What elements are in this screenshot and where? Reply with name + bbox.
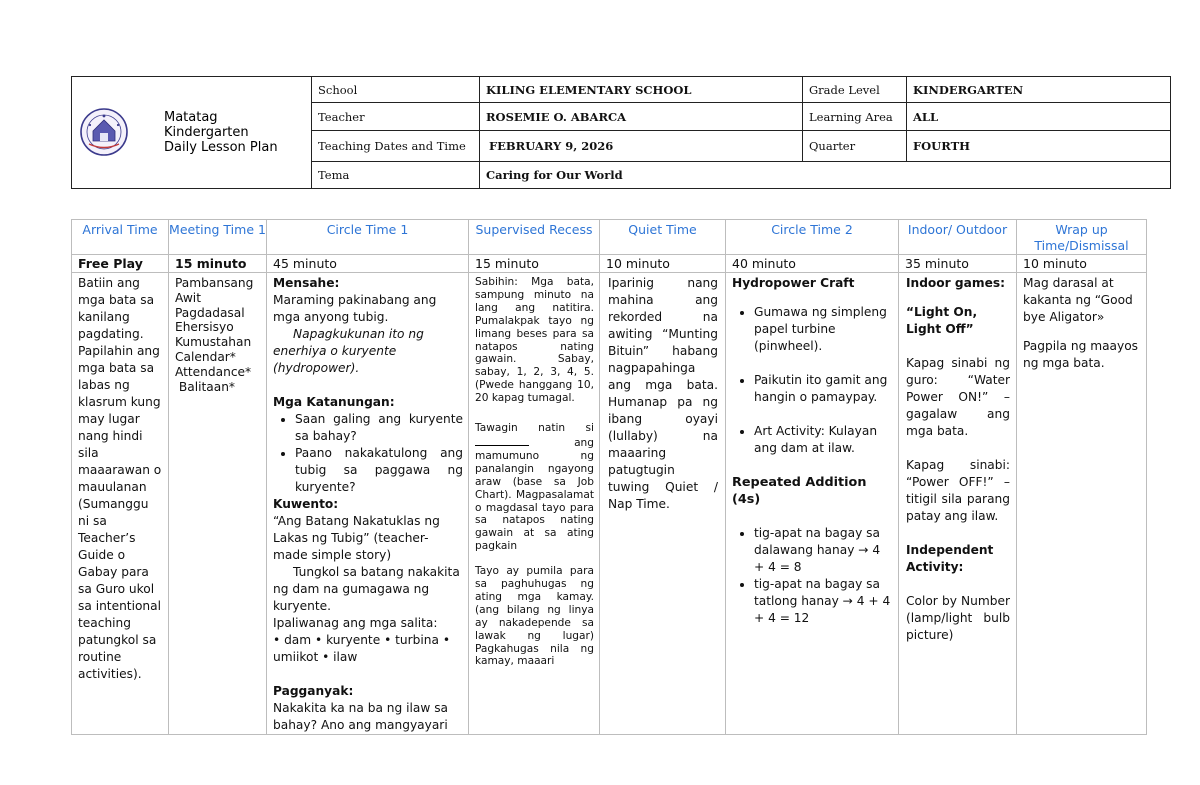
column-header: Circle Time 1 [267, 220, 468, 255]
column-circle-time-1 [266, 220, 468, 734]
paragraph: Batiin ang mga bata sa kanilang pagdating. Papilahin ang mga bata sa labas ng klasrum kung may lugar nang hindi sila maaarawan o mauulanan (Sumanggu ni sa Teacher’s Guide o Gabay para sa Guro ukol sa intentional teaching patungkol sa routine activities). [78, 276, 162, 681]
grade-level-label: Grade Level [802, 77, 906, 102]
column-indoor-outdoor [898, 220, 1016, 734]
spacer [475, 405, 594, 422]
column-body [899, 273, 1016, 733]
list-item: Calendar* [175, 349, 236, 364]
header-table [71, 76, 1171, 189]
grade-level-value: KINDERGARTEN [906, 77, 1170, 102]
section-heading: Repeated Addition (4s) [732, 475, 867, 507]
paragraph: • dam • kuryente • turbina • umiikot • ilaw [273, 633, 451, 664]
quarter-label: Quarter [802, 131, 906, 161]
column-supervised-recess [468, 220, 599, 734]
dates-label: Teaching Dates and Time [318, 139, 466, 153]
tema-label: Tema [318, 168, 350, 182]
column-header: Meeting Time 1 [169, 220, 266, 255]
paragraph: Mag darasal at kakanta ng “Good bye Aligator» [1023, 276, 1133, 324]
spacer [906, 292, 1010, 304]
column-header: Arrival Time [72, 220, 168, 255]
paragraph: Maraming pakinabang ang mga anyong tubig. [273, 293, 437, 324]
paragraph: Sabihin: Mga bata, sampung minuto na lang ang natitira. Pumalakpak tayo ng limang beses para sa natapos nating gawain. Sabay, sabay, 1, 2, 3, 4, 5. (Pwede hanggang 10, 20 kapag tumagal. [475, 276, 594, 405]
list-item: Attendance* [175, 364, 252, 379]
column-header: Circle Time 2 [726, 220, 898, 255]
list-item: • tig-apat na bagay sa dalawang hanay → 4 + 4 = 8 [754, 525, 893, 576]
paragraph: Ipaliwanag ang mga salita: [273, 616, 438, 630]
spacer [732, 508, 893, 525]
column-header: Indoor/ Outdoor [899, 220, 1016, 255]
game-title: “Light On, Light Off” [906, 305, 978, 336]
list-item: Pambansang Awit [175, 276, 254, 305]
paragraph: “Ang Batang Nakatuklas ng Lakas ng Tubig” (teacher-made simple story) [273, 514, 440, 562]
paragraph: Kapag sinabi: “Power OFF!” – titigil sila parang patay ang ilaw. [906, 458, 1010, 523]
craft-list [732, 304, 893, 457]
list-item: • tig-apat na bagay sa tatlong hanay → 4 + 4 + 4 = 12 [754, 576, 893, 627]
list-item: • Saan galing ang kuryente sa bahay? [295, 411, 463, 445]
section-heading: Mensahe: [273, 276, 340, 290]
paragraph: Iparinig nang mahina ang rekorded na awiting “Munting Bituin” habang nagpapahinga ang mga bata. Humanap pa ng ibang oyayi (lullaby) na maaaring patugtugin tuwing Quiet / Nap Time. [608, 276, 718, 511]
info-row-dates [312, 131, 1170, 162]
column-body [169, 273, 266, 733]
column-header: Quiet Time [600, 220, 725, 255]
spacer [475, 553, 594, 565]
column-duration: 45 minuto [267, 255, 468, 273]
addition-list [732, 525, 893, 627]
column-duration: 15 minuto [469, 255, 599, 273]
spacer [732, 292, 893, 304]
info-row-tema [312, 162, 1170, 188]
spacer [273, 377, 463, 394]
deped-seal-icon [79, 107, 129, 157]
column-body [267, 273, 468, 733]
list-item: • Gumawa ng simpleng papel turbine (pinwheel). [754, 304, 893, 355]
spacer [906, 440, 1010, 457]
quarter-value: FOURTH [906, 131, 1170, 161]
column-arrival-time [72, 220, 168, 734]
spacer [1023, 326, 1141, 338]
text: Tawagin natin si [475, 422, 594, 435]
section-heading: Independent Activity: [906, 543, 994, 574]
paragraph [475, 422, 594, 553]
list-item: Pagdadasal [175, 305, 245, 320]
column-body [600, 273, 725, 733]
logo-cell [72, 77, 312, 188]
paragraph: Tayo ay pumila para sa paghuhugas ng ating mga kamay. (ang bilang ng linya ay nakadepende sa lawak ng lugar) Pagkahugas nila ng kamay, maaari [475, 565, 594, 668]
list-item: • Art Activity: Kulayan ang dam at ilaw. [754, 423, 893, 457]
title-line: Daily Lesson Plan [164, 140, 278, 155]
paragraph: Napagkukunan ito ng enerhiya o kuryente (hydropower). [273, 327, 424, 375]
column-duration: 10 minuto [1017, 255, 1146, 273]
document-title [164, 110, 314, 155]
list-item: • Paano nakakatulong ang tubig sa paggawa ng kuryente? [295, 445, 463, 496]
question-list [273, 411, 463, 496]
spacer [906, 338, 1010, 355]
paragraph: Nakakita ka na ba ng ilaw sa bahay? Ano ang mangyayari [273, 701, 449, 732]
spacer [906, 576, 1010, 593]
column-body [1017, 273, 1146, 733]
list-item: Kumustahan [175, 335, 252, 350]
column-body [726, 273, 898, 733]
column-header: Wrap up Time/Dismissal [1017, 220, 1146, 255]
paragraph: Color by Number (lamp/light bulb picture) [906, 594, 1010, 642]
column-body [469, 273, 599, 733]
list-item: Balitaan* [175, 379, 236, 394]
learning-area-value: ALL [906, 103, 1170, 130]
paragraph: Kapag sinabi ng guro: “Water Power ON!” – gagalaw ang mga bata. [906, 356, 1010, 438]
school-label: School [318, 82, 358, 97]
spacer [732, 457, 893, 474]
list-item: Ehersisyo [175, 320, 234, 335]
column-duration: 10 minuto [600, 255, 725, 273]
column-duration: 15 minuto [169, 255, 266, 273]
paragraph: Tungkol sa batang nakakita ng dam na gumagawa ng kuryente. [273, 565, 460, 613]
name-blank [475, 435, 529, 446]
column-duration: 40 minuto [726, 255, 898, 273]
column-wrap-up [1016, 220, 1146, 734]
spacer [906, 525, 1010, 542]
section-heading: Pagganyak: [273, 684, 354, 698]
title-line: Kindergarten [164, 125, 249, 140]
info-row-school [312, 77, 1170, 103]
text: ang mamumuno ng panalangin ngayong araw (base sa Job Chart). Magpasalamat o magdasal tayo para sa natapos nating gawain at sa ating pagkain [475, 436, 594, 553]
schedule-table [71, 219, 1147, 735]
dates-value: FEBRUARY 9, 2026 [479, 131, 802, 161]
section-heading: Indoor games: [906, 276, 1005, 290]
title-line: Matatag [164, 110, 218, 125]
info-row-teacher [312, 103, 1170, 131]
section-heading: Mga Katanungan: [273, 395, 395, 409]
column-duration: 35 minuto [899, 255, 1016, 273]
teacher-label: Teacher [318, 109, 365, 124]
column-header: Supervised Recess [469, 220, 599, 255]
column-duration: Free Play [72, 255, 168, 273]
section-heading: Kuwento: [273, 497, 339, 511]
column-quiet-time [599, 220, 725, 734]
column-circle-time-2 [725, 220, 898, 734]
column-meeting-time-1 [168, 220, 266, 734]
section-heading: Hydropower Craft [732, 276, 855, 290]
tema-value: Caring for Our World [479, 162, 1170, 188]
list-item: • Paikutin ito gamit ang hangin o pamaypay. [754, 372, 893, 406]
teacher-value: ROSEMIE O. ABARCA [479, 103, 802, 130]
paragraph: Pagpila ng maayos ng mga bata. [1023, 339, 1139, 370]
learning-area-label: Learning Area [802, 103, 906, 130]
spacer [273, 666, 463, 683]
info-grid [312, 77, 1170, 188]
column-body [72, 273, 168, 733]
school-value: KILING ELEMENTARY SCHOOL [479, 77, 802, 102]
